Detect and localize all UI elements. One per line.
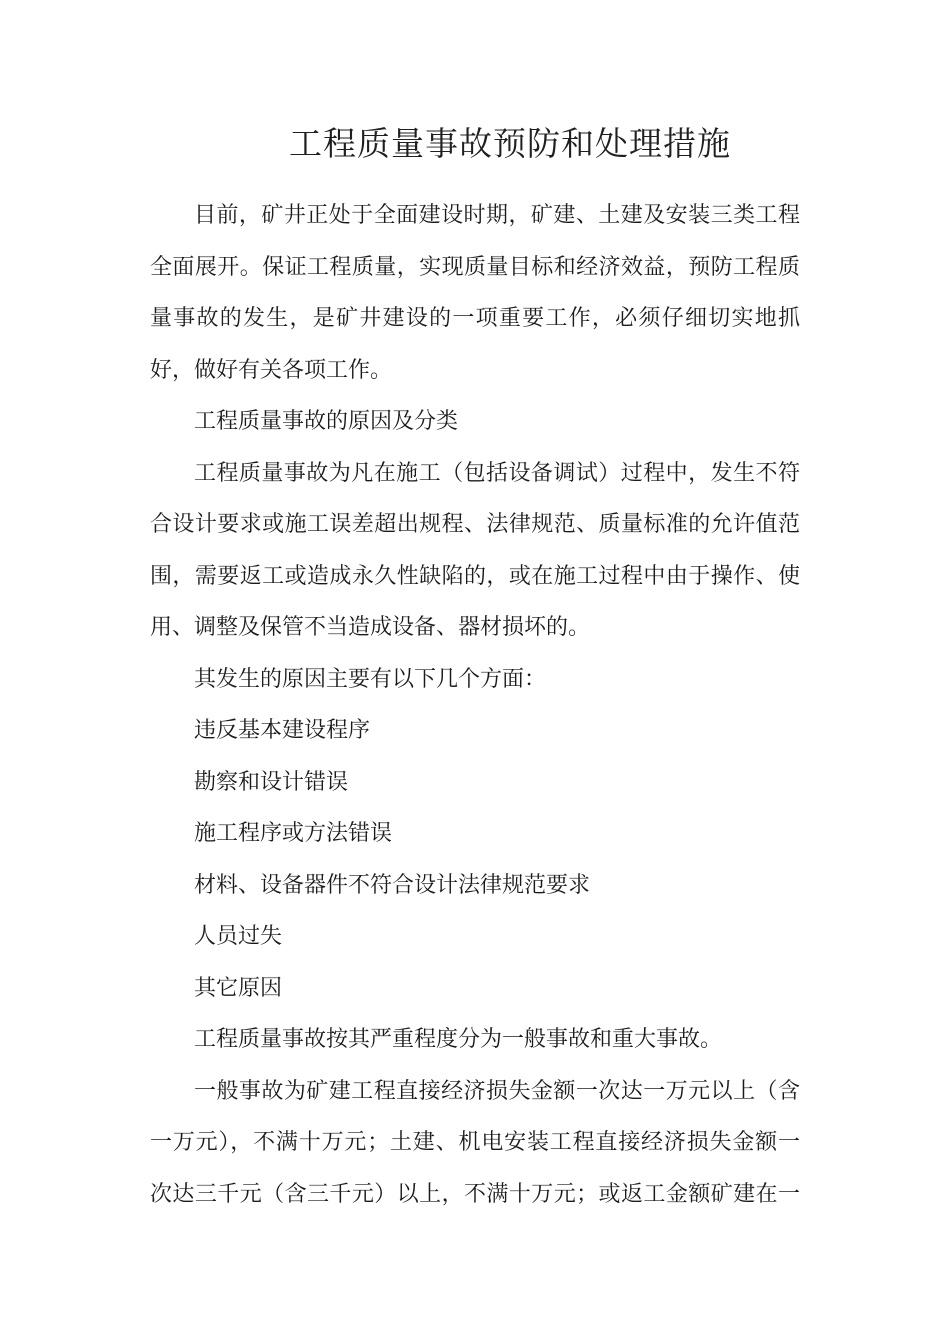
classification-paragraph: 工程质量事故按其严重程度分为一般事故和重大事故。 (194, 1027, 723, 1052)
cause-item: 勘察和设计错误 (194, 769, 349, 795)
paragraph-general-accident-line-3: 次达三千元（含三千元）以上，不满十万元；或返工金额矿建在一 (150, 1181, 800, 1207)
causes-intro: 其发生的原因主要有以下几个方面： (194, 666, 547, 692)
document-body (150, 190, 800, 1220)
paragraph-definition-line-4: 用、调整及保管不当造成设备、器材损坏的。 (150, 615, 591, 640)
cause-item: 材料、设备器件不符合设计法律规范要求 (194, 872, 591, 898)
paragraph-definition-line-2: 合设计要求或施工误差超出规程、法律规范、质量标准的允许值范 (150, 512, 800, 537)
paragraph-general-accident-line-1: 一般事故为矿建工程直接经济损失金额一次达一万元以上（含 (194, 1078, 800, 1104)
paragraph-definition-line-1: 工程质量事故为凡在施工（包括设备调试）过程中，发生不符 (194, 460, 800, 486)
paragraph-intro-line-4: 好，做好有关各项工作。 (150, 357, 393, 383)
section-heading-causes: 工程质量事故的原因及分类 (194, 409, 459, 434)
document-title: 工程质量事故预防和处理措施 (289, 124, 731, 163)
cause-item: 其它原因 (194, 975, 283, 1001)
paragraph-general-accident-line-2: 一万元），不满十万元；土建、机电安装工程直接经济损失金额一 (150, 1130, 800, 1155)
paragraph-intro-line-1: 目前，矿井正处于全面建设时期，矿建、土建及安装三类工程 (194, 203, 800, 228)
paragraph-definition-line-3: 围，需要返工或造成永久性缺陷的，或在施工过程中由于操作、使 (150, 563, 800, 589)
paragraph-intro-line-2: 全面展开。保证工程质量，实现质量目标和经济效益，预防工程质 (150, 254, 800, 280)
cause-item: 施工程序或方法错误 (194, 821, 393, 846)
cause-item: 人员过失 (194, 924, 283, 949)
paragraph-intro-line-3: 量事故的发生，是矿井建设的一项重要工作，必须仔细切实地抓 (150, 306, 800, 331)
cause-item: 违反基本建设程序 (194, 718, 371, 743)
